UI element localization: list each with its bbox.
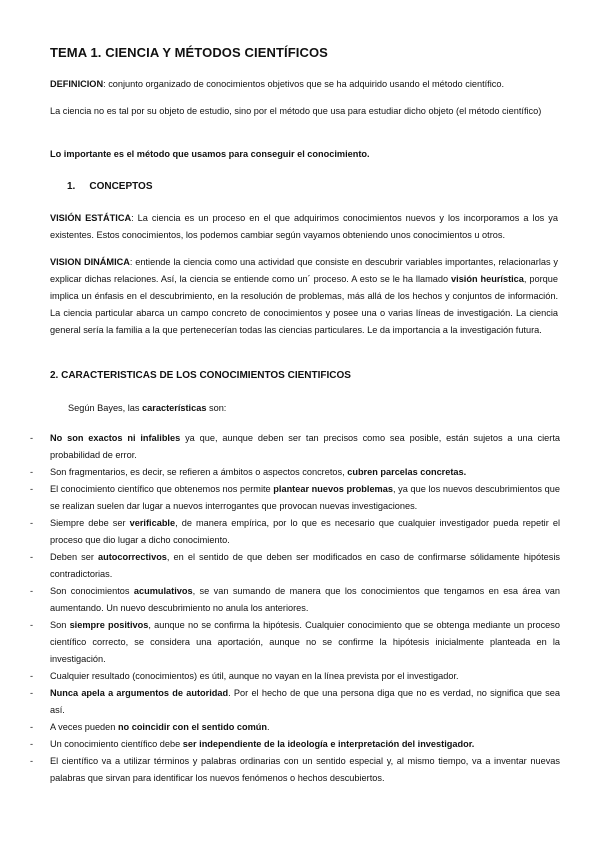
science-note-paragraph: La ciencia no es tal por su objeto de estudio, sino por el método que usa para estudiar dicho objeto (el método científico)	[50, 106, 542, 116]
list-item	[30, 481, 560, 515]
bayes-intro-b: son:	[206, 403, 227, 413]
bullet-dash: -	[30, 722, 34, 732]
list-item-bold: ser independiente de la ideología e interpretación del investigador.	[182, 739, 475, 749]
bullet-dash: -	[30, 739, 34, 749]
bullet-dash: -	[30, 467, 34, 477]
list-item	[30, 668, 560, 685]
vision-estatica-paragraph	[50, 210, 558, 244]
bullet-dash: -	[30, 671, 34, 681]
list-item-text: , en el sentido de que deben ser modificados en caso de confirmarse sólidamente hipótesis contradictorias.	[50, 552, 560, 579]
list-item-text: Cualquier resultado (conocimientos) es útil, aunque no vayan en la línea prevista por el investigador.	[50, 671, 459, 681]
list-item-text: , de manera empírica, por lo que es necesario que cualquier investigador pueda repetir el proceso que dio lugar a dicho conocimiento.	[50, 518, 560, 545]
vision-dinamica-text-b: , porque implica un énfasis en el descubrimiento, en la resolución de problemas, más allá de los hechos y conjuntos de información. La ciencia particular abarca un campo concreto de conocimientos y posee una o varias líneas de investigación. La ciencia general sería la familia a la que pertenecerían todas las ciencias particulares. Le da importancia a la investigación futura.	[50, 274, 558, 335]
list-item-bold: cubren parcelas concretas.	[347, 467, 467, 477]
vision-dinamica-paragraph	[50, 254, 558, 339]
bullet-dash: -	[30, 433, 34, 443]
list-item-text: Son	[50, 620, 70, 630]
list-item	[30, 515, 560, 549]
list-item-text: Son fragmentarios, es decir, se refieren a ámbitos o aspectos concretos,	[50, 467, 348, 477]
list-item	[30, 617, 560, 668]
list-item-text: .	[267, 722, 270, 732]
page-title: TEMA 1. CIENCIA Y MÉTODOS CIENTÍFICOS	[50, 45, 328, 60]
characteristics-list	[30, 430, 560, 787]
list-item-text: . Por el hecho de que una persona diga que no es verdad, no significa que sea así.	[50, 688, 560, 715]
list-item-text: Un conocimiento científico debe	[50, 739, 183, 749]
list-item-bold: autocorrectivos	[97, 552, 167, 562]
list-item-text: Son conocimientos	[50, 586, 134, 596]
list-item-bold: siempre positivos	[69, 620, 149, 630]
list-item-text: El científico va a utilizar términos y palabras ordinarias con un sentido especial y, al mismo tiempo, va a inventar nuevas palabras que sirvan para identificar los nuevos fenómenos o hechos descubiertos.	[50, 756, 560, 783]
bullet-dash: -	[30, 620, 34, 630]
vision-dinamica-text-a: : entiende la ciencia como una actividad que consiste en descubrir variables importantes, relacionarlas y explicar dichas relaciones. Así, la ciencia se entiende como un´ proceso. A esto se le ha llamado	[50, 257, 558, 284]
vision-heuristica-term: visión heurística	[451, 274, 524, 284]
list-item	[30, 464, 560, 481]
list-item-text: , se van sumando de manera que los conocimientos que tengamos en esa área van aumentando. Un nuevo descubrimiento no anula los anteriores.	[50, 586, 560, 613]
list-item-bold: verificable	[129, 518, 176, 528]
bullet-dash: -	[30, 586, 34, 596]
bullet-dash: -	[30, 484, 34, 494]
section-1-heading	[67, 178, 153, 195]
list-item-text: El conocimiento científico que obtenemos nos permite	[50, 484, 274, 494]
list-item-bold: no coincidir con el sentido común	[117, 722, 267, 732]
list-item	[30, 430, 560, 464]
list-item-text: , aunque no se confirma la hipótesis. Cualquier conocimiento que se obtenga mediante un proceso científico correcto, se considera una aportación, aunque no se confirme la hipótesis inicialmente planteada en la investigación.	[50, 620, 560, 664]
vision-estatica-label: VISIÓN ESTÁTICA	[50, 213, 132, 223]
list-item-bold: No son exactos ni infalibles	[50, 433, 181, 443]
section-1-title: CONCEPTOS	[89, 181, 153, 192]
bayes-intro-a: Según Bayes, las	[68, 403, 143, 413]
bullet-dash: -	[30, 688, 34, 698]
vision-dinamica-label: VISION DINÁMICA	[50, 257, 130, 267]
bayes-intro-bold: características	[142, 403, 207, 413]
section-2-heading: 2. CARACTERISTICAS DE LOS CONOCIMIENTOS CIENTIFICOS	[50, 370, 351, 381]
list-item	[30, 685, 560, 719]
list-item-text: Siempre debe ser	[50, 518, 130, 528]
list-item-text: , ya que los nuevos descubrimientos que se realizan suelen dar lugar a nuevos interrogantes que provocan nuevas investigaciones.	[50, 484, 560, 511]
definition-label: DEFINICION	[50, 79, 104, 89]
bayes-intro	[68, 400, 576, 417]
list-item-bold: plantear nuevos problemas	[273, 484, 393, 494]
bullet-dash: -	[30, 756, 34, 766]
list-item	[30, 583, 560, 617]
list-item	[30, 736, 560, 753]
section-1-number: 1.	[67, 181, 76, 192]
list-item-bold: acumulativos	[133, 586, 193, 596]
list-item-text: ya que, aunque deben ser tan precisos como sea posible, están sujetos a una cierta probabilidad de error.	[50, 433, 561, 460]
list-item-text: Deben ser	[50, 552, 98, 562]
important-paragraph	[50, 146, 558, 163]
important-text: Lo importante es el método que usamos para conseguir el conocimiento.	[50, 149, 370, 159]
list-item	[30, 549, 560, 583]
definition-paragraph	[50, 76, 558, 93]
list-item	[30, 719, 560, 736]
definition-text: : conjunto organizado de conocimientos objetivos que se ha adquirido usando el método científico.	[103, 79, 505, 89]
list-item	[30, 753, 560, 787]
list-item-text: A veces pueden	[50, 722, 118, 732]
bullet-dash: -	[30, 552, 34, 562]
bullet-dash: -	[30, 518, 34, 528]
vision-estatica-text: : La ciencia es un proceso en el que adquirimos conocimientos nuevos y los incorporamos a los ya existentes. Estos conocimientos, los podemos cambiar según vayamos obteniendo unos conocimientos u otros.	[50, 213, 558, 240]
list-item-bold: Nunca apela a argumentos de autoridad	[50, 688, 229, 698]
